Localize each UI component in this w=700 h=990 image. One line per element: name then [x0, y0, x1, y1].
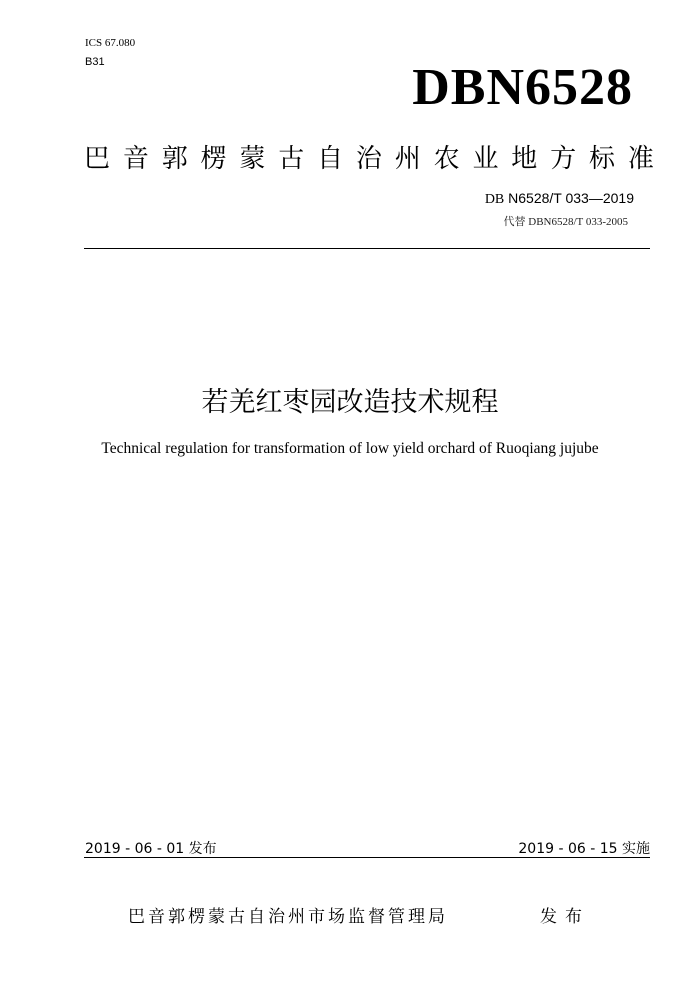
- standard-code-number: N6528/T 033—2019: [508, 190, 634, 206]
- standard-code-prefix: DB: [484, 192, 505, 207]
- standard-type-char: 自: [317, 144, 344, 174]
- standard-type-char: 准: [627, 144, 654, 174]
- standard-code: [485, 190, 634, 208]
- standard-type-char: 楞: [200, 144, 227, 174]
- standard-type-char: 标: [588, 144, 615, 174]
- document-title-chinese: 若羌红枣园改造技术规程: [201, 387, 499, 418]
- standard-type-char: 业: [472, 144, 499, 174]
- standard-type-char: 治: [355, 144, 382, 174]
- standard-type-char: 州: [394, 144, 421, 174]
- standard-logo: DBN6528: [412, 59, 633, 116]
- top-divider: [84, 248, 650, 249]
- standard-type-title: [84, 138, 654, 175]
- standard-type-char: 蒙: [239, 144, 266, 174]
- publish-date: 2019 - 06 - 01 发布: [85, 841, 217, 857]
- standard-type-char: 农: [433, 144, 460, 174]
- issuing-authority: 巴音郭楞蒙古自治州市场监督管理局: [128, 907, 448, 927]
- standard-type-char: 方: [550, 144, 577, 174]
- standard-type-char: 音: [122, 144, 149, 174]
- issue-label: 发布: [540, 907, 590, 927]
- standard-type-char: 古: [278, 144, 305, 174]
- standard-type-char: 巴: [84, 144, 111, 174]
- replaces-note: 代替 DBN6528/T 033-2005: [503, 216, 628, 228]
- implement-date: 2019 - 06 - 15 实施: [518, 841, 650, 857]
- document-title-english: Technical regulation for transformation of low yield orchard of Ruoqiang jujube: [101, 440, 599, 457]
- ics-code: ICS 67.080: [85, 37, 136, 49]
- ccs-code: B31: [85, 56, 105, 68]
- standard-type-char: 地: [511, 144, 538, 174]
- bottom-divider: [84, 857, 650, 858]
- standard-type-char: 郭: [161, 144, 188, 174]
